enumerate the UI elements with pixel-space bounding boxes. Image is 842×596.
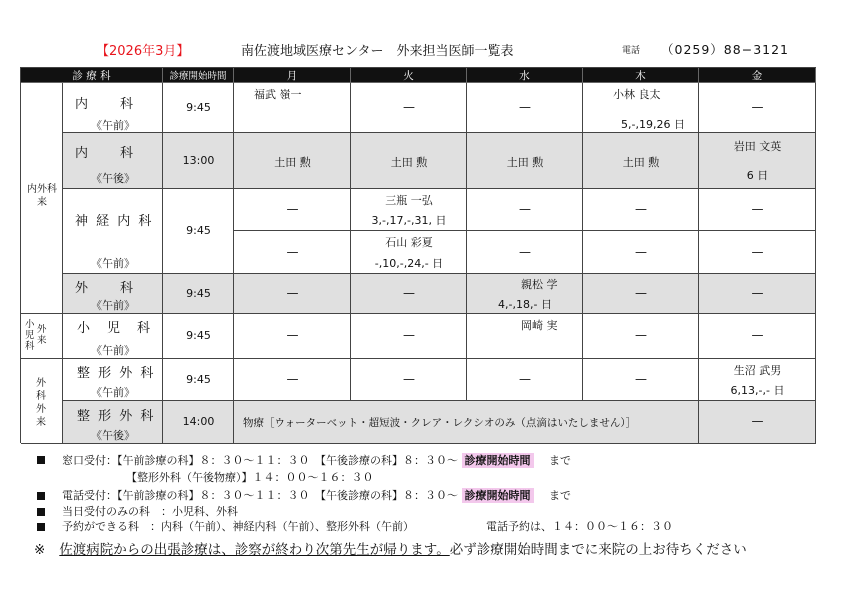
time-naika-am [163, 83, 234, 133]
cell-seikei-am-fri [699, 359, 816, 401]
cell-shoni-thu [583, 314, 699, 359]
cell-shinkei-a-tue [351, 189, 467, 231]
phone-number: （0259）88−3121 [661, 42, 790, 57]
phone-label: 電話 [622, 46, 641, 56]
time-seikei-pm [163, 401, 234, 444]
cell-shinkei-b-tue [351, 231, 467, 274]
note-bullet-2 [37, 490, 45, 503]
cell-naika-pm-thu [583, 133, 699, 189]
start-time: 9:45 [186, 224, 211, 237]
dash: — [751, 328, 764, 342]
cell-shinkei-b-mon [234, 231, 351, 274]
doctor-dates: 5,-,19,26 日 [621, 118, 685, 131]
group-shoni-label-left: 小児科 [25, 319, 35, 352]
cell-naika-am-thu [583, 83, 699, 133]
cell-shinkei-a-thu [583, 189, 699, 231]
start-time: 13:00 [182, 154, 215, 167]
doctor-name: 小林 良太 [613, 88, 661, 101]
dept-shinkei [63, 189, 163, 274]
cell-shinkei-a-mon [234, 189, 351, 231]
dash: — [751, 286, 764, 300]
group-naigeka [21, 83, 63, 314]
cell-naika-pm-mon [234, 133, 351, 189]
cell-naika-pm-tue [351, 133, 467, 189]
doctor-name: 土田 勲 [622, 156, 660, 169]
dept-name: 外 科 [75, 281, 136, 296]
cell-seikei-am-thu [583, 359, 699, 401]
note-same-day: 当日受付のみの科 ：小児科、外科 [62, 505, 238, 518]
page-title: 南佐渡地域医療センター 外来担当医師一覧表 [241, 44, 514, 59]
cell-naika-am-wed [467, 83, 583, 133]
col-header-wed: 水 [467, 68, 583, 83]
cell-naika-am-tue [351, 83, 467, 133]
dash: — [403, 372, 415, 386]
cell-naika-pm-fri [699, 133, 816, 189]
dash: — [519, 100, 531, 114]
highlight-start-time: 診療開始時間 [462, 453, 534, 468]
cell-naika-pm-wed [467, 133, 583, 189]
time-shinkei [163, 189, 234, 274]
start-time: 9:45 [186, 373, 211, 386]
cell-shoni-wed [467, 314, 583, 359]
col-header-mon: 月 [234, 68, 351, 83]
dept-name: 整 形 外 科 [77, 366, 156, 381]
dept-naika-pm [63, 133, 163, 189]
col-header-fri: 金 [699, 68, 816, 83]
dash: — [751, 245, 764, 259]
doctor-dates: 6,13,-,- 日 [730, 384, 785, 397]
note-text: まで [549, 454, 571, 467]
cell-seikei-pm-fri [699, 401, 816, 444]
session-label: 《午前》 [91, 119, 135, 132]
dash: — [286, 372, 299, 386]
note-text: 電話受付：【午前診療の科】８：３０～１１：３０ 【午後診療の科】８：３０～ [62, 489, 458, 502]
doctor-dates: 6 日 [746, 169, 769, 182]
dash: — [751, 414, 764, 428]
session-label: 《午前》 [91, 299, 135, 312]
dash: — [286, 245, 299, 259]
dept-name: 神 経 内 科 [75, 214, 154, 229]
start-time: 9:45 [186, 101, 211, 114]
dash: — [519, 202, 531, 216]
cell-geka-fri [699, 274, 816, 314]
note-underlined: 佐渡病院からの出張診療は、診察が終わり次第先生が帰ります。 [59, 542, 450, 558]
doctor-dates: -,10,-,24,- 日 [374, 257, 444, 270]
dash: — [403, 100, 415, 114]
doctor-dates: 3,-,17,-,31, 日 [371, 214, 447, 227]
dash: — [403, 286, 415, 300]
col-header-dept: 診 療 科 [21, 68, 163, 83]
note-text: 窓口受付：【午前診療の科】８：３０～１１：３０ 【午後診療の科】８：３０～ [62, 454, 458, 467]
dept-geka [63, 274, 163, 314]
doctor-name: 生沼 武男 [733, 364, 782, 377]
doctor-name: 三瓶 一弘 [385, 194, 433, 207]
note-text: 必ず診療開始時間までに来院の上お待ちください [449, 542, 747, 558]
dash: — [403, 328, 415, 342]
dash: — [519, 245, 531, 259]
cell-seikei-am-tue [351, 359, 467, 401]
cell-shinkei-a-wed [467, 189, 583, 231]
note-window-reception [62, 452, 571, 468]
note-phone-reservation: 電話予約は、１４：００～１６：３０ [486, 520, 673, 533]
group-shoni-label-right: 外来 [37, 324, 47, 346]
col-header-thu: 木 [583, 68, 699, 83]
cell-seikei-pm-therapy [234, 401, 699, 444]
cell-seikei-am-mon [234, 359, 351, 401]
time-shoni [163, 314, 234, 359]
cell-shinkei-b-fri [699, 231, 816, 274]
time-geka [163, 274, 234, 314]
cell-shoni-mon [234, 314, 351, 359]
note-bullet-3 [37, 506, 45, 519]
doctor-name: 親松 学 [521, 278, 558, 291]
cell-geka-wed [467, 274, 583, 314]
doctor-name: 福武 嶺一 [254, 88, 302, 101]
cell-geka-mon [234, 274, 351, 314]
schedule-table [20, 67, 816, 443]
cell-naika-am-fri [699, 83, 816, 133]
note-bullet-4 [37, 521, 45, 534]
doctor-name: 土田 勲 [390, 156, 428, 169]
dept-name: 整 形 外 科 [77, 409, 156, 424]
group-naigeka-label: 内外科来 [27, 184, 57, 208]
doctor-name: 岩田 文英 [733, 140, 782, 153]
cell-shinkei-a-fri [699, 189, 816, 231]
session-label: 《午後》 [91, 429, 135, 442]
note-bullet-1 [37, 454, 45, 467]
col-header-tue: 火 [351, 68, 467, 83]
note-phone-reception [62, 487, 571, 503]
session-label: 《午前》 [91, 344, 135, 357]
session-label: 《午前》 [91, 386, 135, 399]
dash: — [635, 202, 647, 216]
note-text: まで [549, 489, 571, 502]
dept-seikei-am [63, 359, 163, 401]
group-geka-label: 外科外来 [36, 378, 46, 428]
dash: — [286, 328, 299, 342]
doctor-name: 土田 勲 [274, 156, 311, 169]
cell-shoni-tue [351, 314, 467, 359]
dept-name: 小 児 科 [77, 321, 153, 336]
dash: — [635, 286, 647, 300]
cell-seikei-am-wed [467, 359, 583, 401]
time-seikei-am [163, 359, 234, 401]
session-label: 《午後》 [91, 172, 135, 185]
dash: — [286, 202, 299, 216]
cell-shinkei-b-wed [467, 231, 583, 274]
cell-geka-thu [583, 274, 699, 314]
dept-name: 内 科 [75, 97, 136, 112]
dash: — [286, 286, 299, 300]
doctor-name: 岡崎 実 [521, 319, 558, 332]
group-geka [21, 359, 63, 444]
dash: — [635, 328, 647, 342]
start-time: 9:45 [186, 287, 211, 300]
doctor-name: 土田 勲 [506, 156, 544, 169]
highlight-start-time: 診療開始時間 [462, 488, 534, 503]
title-date: 【2026年3月】 [96, 44, 190, 59]
doctor-name: 石山 彩夏 [385, 236, 433, 249]
dash: — [519, 372, 531, 386]
dash: — [751, 100, 764, 114]
dash: — [635, 245, 647, 259]
dash: — [751, 202, 764, 216]
dept-name: 内 科 [75, 146, 136, 161]
col-header-time: 診療開始時間 [163, 68, 234, 83]
session-label: 《午前》 [91, 257, 135, 270]
start-time: 9:45 [186, 329, 211, 342]
cell-geka-tue [351, 274, 467, 314]
note-reservation: 予約ができる科 ：内科（午前）、神経内科（午前）、整形外科（午前） [62, 520, 414, 533]
dept-shoni [63, 314, 163, 359]
cell-shoni-fri [699, 314, 816, 359]
dept-seikei-pm [63, 401, 163, 444]
time-naika-pm [163, 133, 234, 189]
therapy-note: 物療［ウォーターベット・超短波・クレア・レクシオのみ（点滴はいたしません）］ [243, 417, 637, 429]
note-window-reception-ortho: 【整形外科（午後物療）】１４：００～１６：３０ [126, 471, 374, 484]
note-visiting-doctor [34, 538, 747, 558]
dept-naika-am [63, 83, 163, 133]
cell-shinkei-b-thu [583, 231, 699, 274]
reference-mark: ※ [34, 542, 46, 558]
dash: — [635, 372, 647, 386]
doctor-dates: 4,-,18,- 日 [498, 298, 552, 311]
start-time: 14:00 [182, 415, 215, 428]
group-shoni [21, 314, 63, 359]
cell-naika-am-mon [234, 83, 351, 133]
